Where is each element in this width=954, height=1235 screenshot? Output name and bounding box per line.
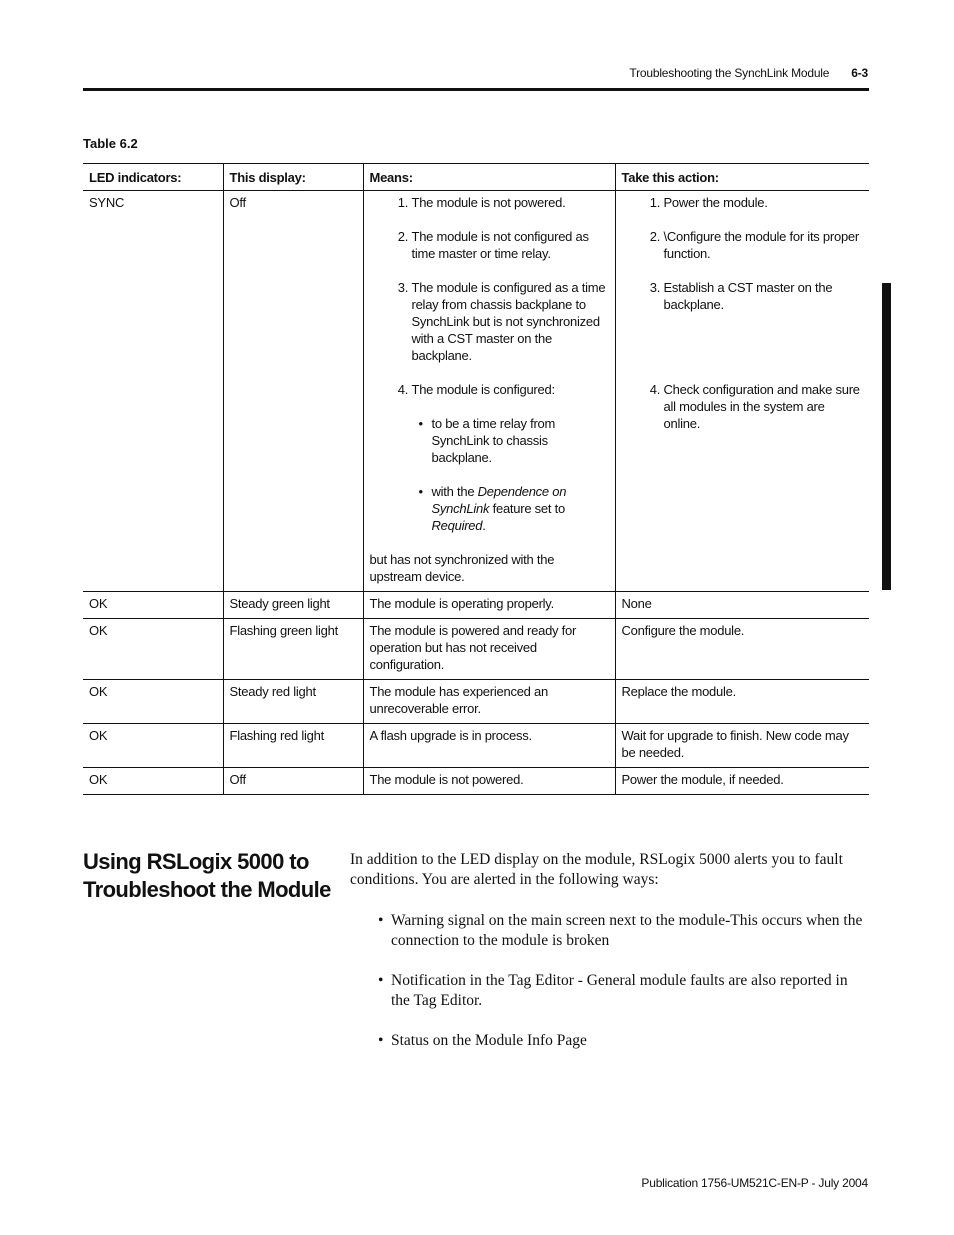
intro-paragraph: In addition to the LED display on the module, RSLogix 5000 alerts you to fault conditions. You are alerted in the following ways:	[350, 851, 843, 888]
means-trailer: but has not synchronized with the upstream device.	[369, 552, 555, 584]
means-bullet	[432, 483, 609, 534]
table-row	[83, 724, 869, 768]
action-step: 2. \Configure the module for its proper function.	[664, 228, 864, 262]
header-rule	[83, 88, 869, 91]
action-step: 3. Establish a CST master on the backplane.	[664, 279, 864, 313]
chapter-tab-bar	[882, 283, 891, 590]
section-heading: Using RSLogix 5000 to Troubleshoot the Module	[83, 849, 331, 902]
bullet-middle: feature set to	[489, 501, 565, 516]
cell-led: SYNC	[89, 195, 125, 210]
cell-display: Steady green light	[223, 592, 363, 619]
publication-footer: Publication 1756-UM521C-EN-P - July 2004	[641, 1176, 868, 1190]
table-row	[83, 680, 869, 724]
means-bullet: • to be a time relay from SynchLink to chassis backplane.	[432, 415, 609, 466]
cell-led: OK	[83, 768, 223, 795]
cell-action: Replace the module.	[615, 680, 869, 724]
running-header	[629, 66, 868, 80]
alert-list-item: • Warning signal on the main screen next to the module-This occurs when the connection to the module is broken	[391, 911, 870, 951]
alert-list-item: • Status on the Module Info Page	[391, 1031, 870, 1051]
cell-display: Flashing green light	[223, 619, 363, 680]
cell-means	[363, 191, 615, 592]
bullet-emphasis: Dependence on SynchLink	[431, 484, 567, 516]
section-body	[350, 850, 870, 1071]
action-step: 4. Check configuration and make sure all modules in the system are online.	[664, 381, 864, 432]
table-row	[83, 619, 869, 680]
alert-list-item: • Notification in the Tag Editor - General module faults are also reported in the Tag Editor.	[391, 971, 870, 1011]
table-row	[83, 592, 869, 619]
cell-led: OK	[89, 623, 108, 638]
means-step-text: The module is configured:	[411, 382, 555, 397]
means-bullet-list	[412, 415, 609, 534]
cell-means: The module has experienced an unrecoverable error.	[363, 680, 615, 724]
table-row	[83, 768, 869, 795]
table-row-sync	[83, 191, 869, 592]
bullet-emphasis: Required	[431, 518, 483, 533]
table-header-row	[83, 164, 869, 191]
cell-action: Power the module, if needed.	[615, 768, 869, 795]
cell-led: OK	[89, 728, 108, 743]
column-header-display: This display:	[223, 164, 363, 191]
cell-means: A flash upgrade is in process.	[363, 724, 615, 768]
action-step: 1. Power the module.	[664, 194, 864, 211]
alert-list	[350, 911, 870, 1051]
cell-display: Flashing red light	[223, 724, 363, 768]
action-steps-list	[622, 194, 864, 432]
cell-action	[615, 191, 869, 592]
means-steps-list	[370, 194, 609, 534]
column-header-means: Means:	[363, 164, 615, 191]
cell-led: OK	[89, 596, 108, 611]
bullet-prefix: with the	[431, 484, 478, 499]
means-step	[412, 381, 609, 534]
cell-action: Wait for upgrade to finish. New code may be needed.	[615, 724, 869, 768]
column-header-action: Take this action:	[615, 164, 869, 191]
led-indicator-table	[83, 163, 869, 795]
cell-means: The module is powered and ready for operation but has not received configuration.	[363, 619, 615, 680]
section-title: Troubleshooting the SynchLink Module	[629, 66, 830, 80]
page-number: 6-3	[851, 66, 868, 80]
cell-led: OK	[89, 684, 108, 699]
cell-means: The module is operating properly.	[363, 592, 615, 619]
cell-display: Off	[223, 191, 363, 592]
cell-action: Configure the module.	[615, 619, 869, 680]
cell-display: Off	[223, 768, 363, 795]
means-step: 3. The module is configured as a time relay from chassis backplane to SynchLink but is not synchronized with a CST master on the backplane.	[412, 279, 609, 364]
column-header-led: LED indicators:	[83, 164, 223, 191]
bullet-suffix: .	[482, 518, 486, 533]
means-step: 1. The module is not powered.	[412, 194, 609, 211]
cell-action: None	[615, 592, 869, 619]
means-step: 2. The module is not configured as time master or time relay.	[412, 228, 609, 262]
cell-means: The module is not powered.	[363, 768, 615, 795]
cell-display: Steady red light	[223, 680, 363, 724]
table-caption: Table 6.2	[83, 136, 138, 151]
